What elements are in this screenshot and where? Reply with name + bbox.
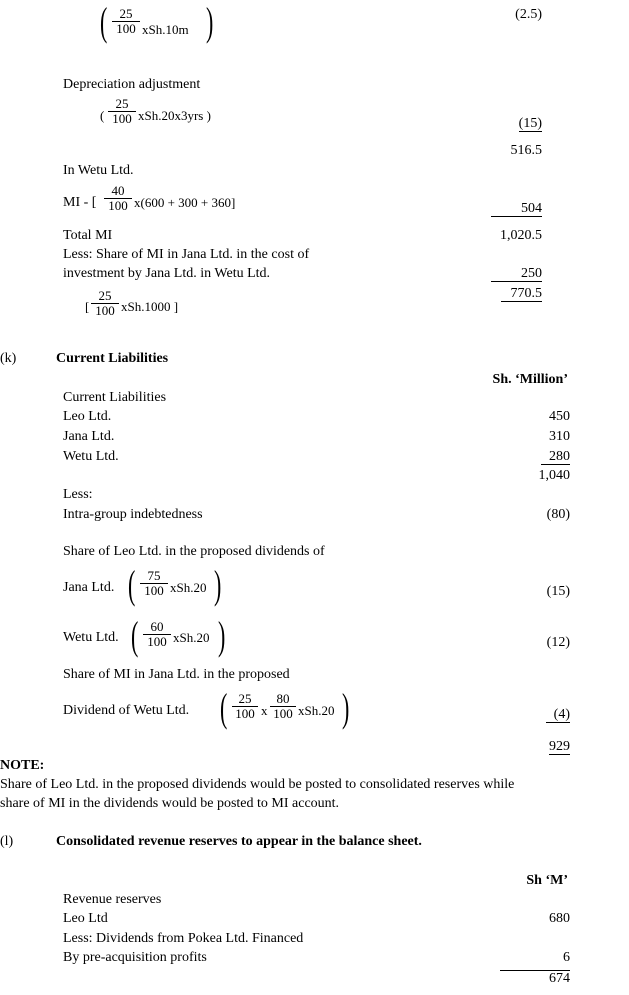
row-label: Revenue reserves [63, 892, 162, 907]
denominator: 100 [144, 583, 164, 598]
subtotal: 516.5 [510, 143, 542, 158]
row-label: MI - [ [63, 195, 97, 210]
value [480, 116, 542, 132]
value: (80) [546, 507, 570, 522]
fraction-rest: xSh.20 [170, 580, 207, 595]
section-title: Consolidated revenue reserves to appear in the balance sheet. [56, 834, 422, 849]
value: (2.5) [515, 7, 542, 22]
row-label: investment by Jana Ltd. in Wetu Ltd. [63, 266, 271, 281]
value-text: 280 [541, 449, 570, 465]
total [500, 739, 570, 755]
paren-open: ( [100, 108, 105, 123]
value: 680 [549, 911, 570, 926]
row-label: Dividend of Wetu Ltd. [63, 703, 190, 718]
value-text: 504 [491, 201, 542, 217]
row-label: Depreciation adjustment [63, 77, 201, 92]
numerator: 25 [112, 7, 140, 22]
row-label: By pre-acquisition profits [63, 950, 207, 965]
fraction [232, 692, 258, 721]
value [480, 266, 542, 282]
row-label: Jana Ltd. [63, 580, 115, 595]
row-label: Total MI [63, 228, 113, 243]
denominator: 100 [108, 198, 128, 213]
value [480, 201, 542, 217]
denominator: 100 [147, 634, 167, 649]
value-text: (4) [546, 707, 570, 723]
denominator: 100 [273, 706, 293, 721]
numerator: 75 [140, 569, 168, 584]
value [500, 707, 570, 723]
row-label: Less: Share of MI in Jana Ltd. in the cost of [63, 247, 310, 262]
numerator: 40 [104, 184, 132, 199]
fraction-rest: xSh.1000 ] [121, 299, 179, 314]
note-text: Share of Leo Ltd. in the proposed dividends would be posted to consolidated reserves while [0, 777, 515, 792]
paren-close: ) [342, 685, 350, 730]
row-label: Share of Leo Ltd. in the proposed dividends of [63, 544, 325, 559]
value [500, 449, 570, 465]
row-label: Current Liabilities [63, 390, 167, 405]
total-text: 929 [549, 739, 570, 754]
fraction-rest: xSh.10m [142, 22, 189, 37]
numerator: 25 [232, 692, 258, 707]
numerator: 60 [143, 620, 171, 635]
row-label: Wetu Ltd. [63, 449, 119, 464]
paren-open: ( [220, 685, 228, 730]
row-label: Wetu Ltd. [63, 630, 119, 645]
value-text: 770.5 [501, 286, 543, 302]
value: 1,020.5 [500, 228, 542, 243]
fraction [108, 97, 136, 126]
fraction-rest: xSh.20 [173, 630, 210, 645]
denominator: 100 [235, 706, 255, 721]
unit-header: Sh. ‘Million’ [492, 372, 568, 387]
subtotal: 674 [500, 970, 570, 987]
unit-header: Sh ‘M’ [526, 873, 568, 888]
row-label: Leo Ltd [63, 911, 108, 926]
paren-open: ( [100, 0, 108, 44]
fraction [104, 184, 132, 213]
paren-open: ( [128, 562, 136, 607]
fraction [143, 620, 171, 649]
row-label: Leo Ltd. [63, 409, 112, 424]
numerator: 25 [91, 289, 119, 304]
fraction [270, 692, 296, 721]
numerator: 25 [108, 97, 136, 112]
paren-open: ( [131, 613, 139, 658]
denominator: 100 [112, 111, 132, 126]
row-label: In Wetu Ltd. [63, 163, 134, 178]
value: 310 [549, 429, 570, 444]
value-text: 250 [491, 266, 542, 282]
row-label: Less: Dividends from Pokea Ltd. Financed [63, 931, 304, 946]
value: (12) [546, 635, 570, 650]
paren-close: ) [206, 0, 214, 44]
row-label: Intra-group indebtedness [63, 507, 203, 522]
note-title: NOTE: [0, 758, 45, 773]
denominator: 100 [116, 21, 136, 36]
value: 6 [563, 950, 570, 965]
fraction [140, 569, 168, 598]
section-title: Current Liabilities [56, 351, 169, 366]
denominator: 100 [95, 303, 115, 318]
value [480, 286, 542, 302]
section-letter: (l) [0, 834, 14, 849]
value: (15) [546, 584, 570, 599]
subtotal: 1,040 [538, 468, 570, 483]
bracket-open: [ [85, 299, 90, 314]
section-letter: (k) [0, 351, 17, 366]
value-text: (15) [518, 116, 542, 131]
fraction [91, 289, 119, 318]
note-text: share of MI in the dividends would be posted to MI account. [0, 796, 340, 811]
paren-close: ) [214, 562, 222, 607]
row-label: Jana Ltd. [63, 429, 115, 444]
fraction-rest: xSh.20 [298, 703, 335, 718]
fraction [112, 7, 140, 36]
row-label: Share of MI in Jana Ltd. in the proposed [63, 667, 290, 682]
fraction-rest: xSh.20x3yrs ) [138, 108, 211, 123]
numerator: 80 [270, 692, 296, 707]
fraction-rest: x(600 + 300 + 360] [134, 195, 236, 210]
value: 450 [549, 409, 570, 424]
paren-close: ) [218, 613, 226, 658]
row-label: Less: [63, 487, 93, 502]
times-sign: x [261, 703, 268, 718]
